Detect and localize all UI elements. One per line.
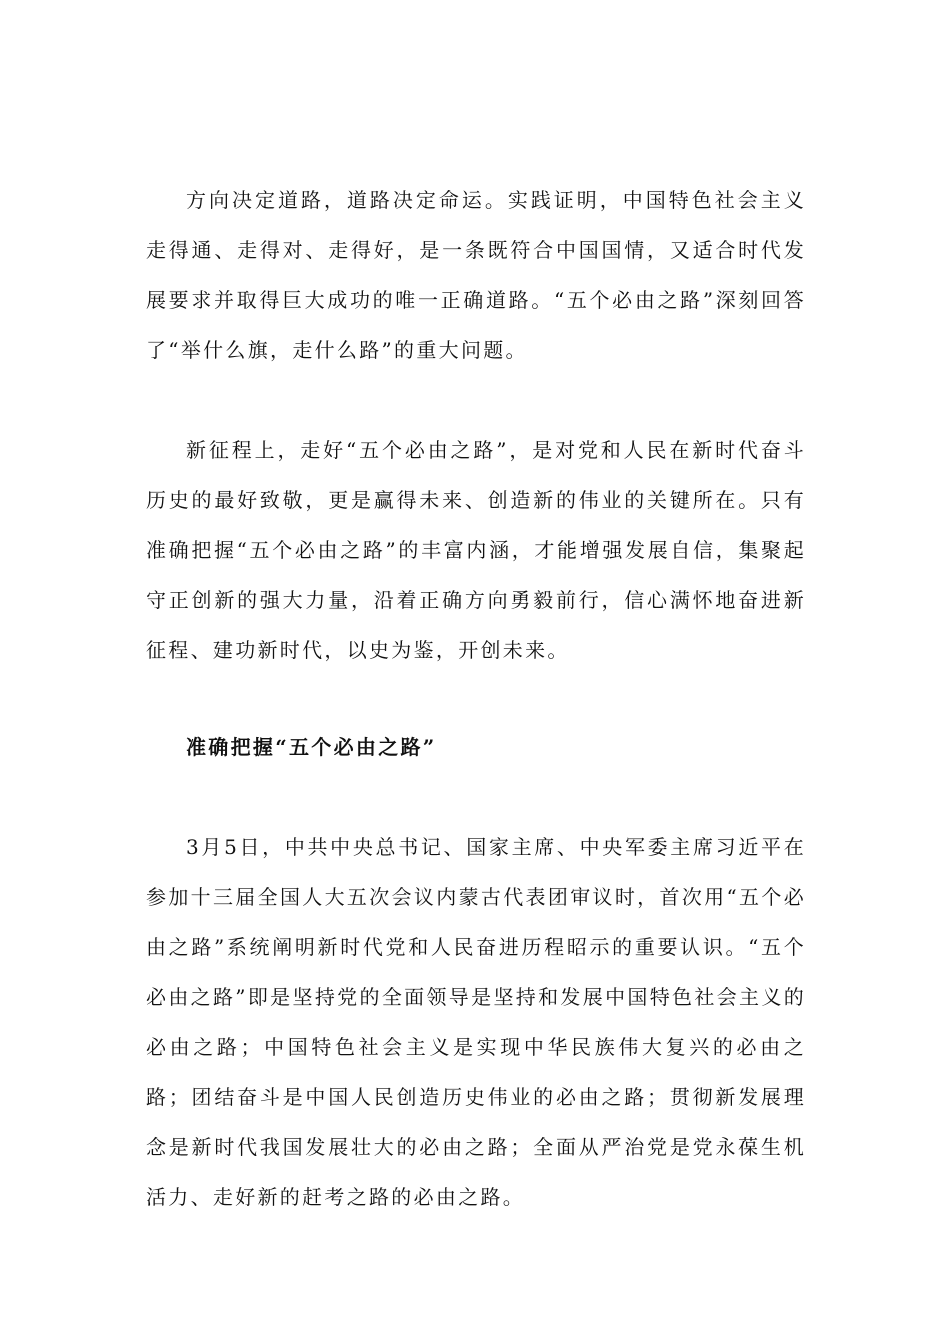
paragraph-five-necessary-paths: 3月5日，中共中央总书记、国家主席、中央军委主席习近平在参加十三届全国人大五次会议内蒙古代表团审议时，首次用“五个必由之路”系统阐明新时代党和人民奋进历程昭示的重要认识。“五个必由之路”即是坚持党的全面领导是坚持和发展中国特色社会主义的必由之路；中国特色社会主义是实现中华民族伟大复兴的必由之路；团结奋斗是中国人民创造历史伟业的必由之路；贯彻新发展理念是新时代我国发展壮大的必由之路；全面从严治党是党永葆生机活力、走好新的赶考之路的必由之路。 <box>146 835 806 1209</box>
paragraph-road-determines-fate: 方向决定道路，道路决定命运。实践证明，中国特色社会主义走得通、走得对、走得好，是一条既符合中国国情，又适合时代发展要求并取得巨大成功的唯一正确道路。“五个必由之路”深刻回答了“举什么旗，走什么路”的重大问题。 <box>146 188 806 362</box>
paragraph-new-journey: 新征程上，走好“五个必由之路”，是对党和人民在新时代奋斗历史的最好致敬，更是赢得未来、创造新的伟业的关键所在。只有准确把握“五个必由之路”的丰富内涵，才能增强发展自信，集聚起守正创新的强大力量，沿着正确方向勇毅前行，信心满怀地奋进新征程、建功新时代，以史为鉴，开创未来。 <box>146 438 806 662</box>
section-heading: 准确把握“五个必由之路” <box>186 735 437 759</box>
